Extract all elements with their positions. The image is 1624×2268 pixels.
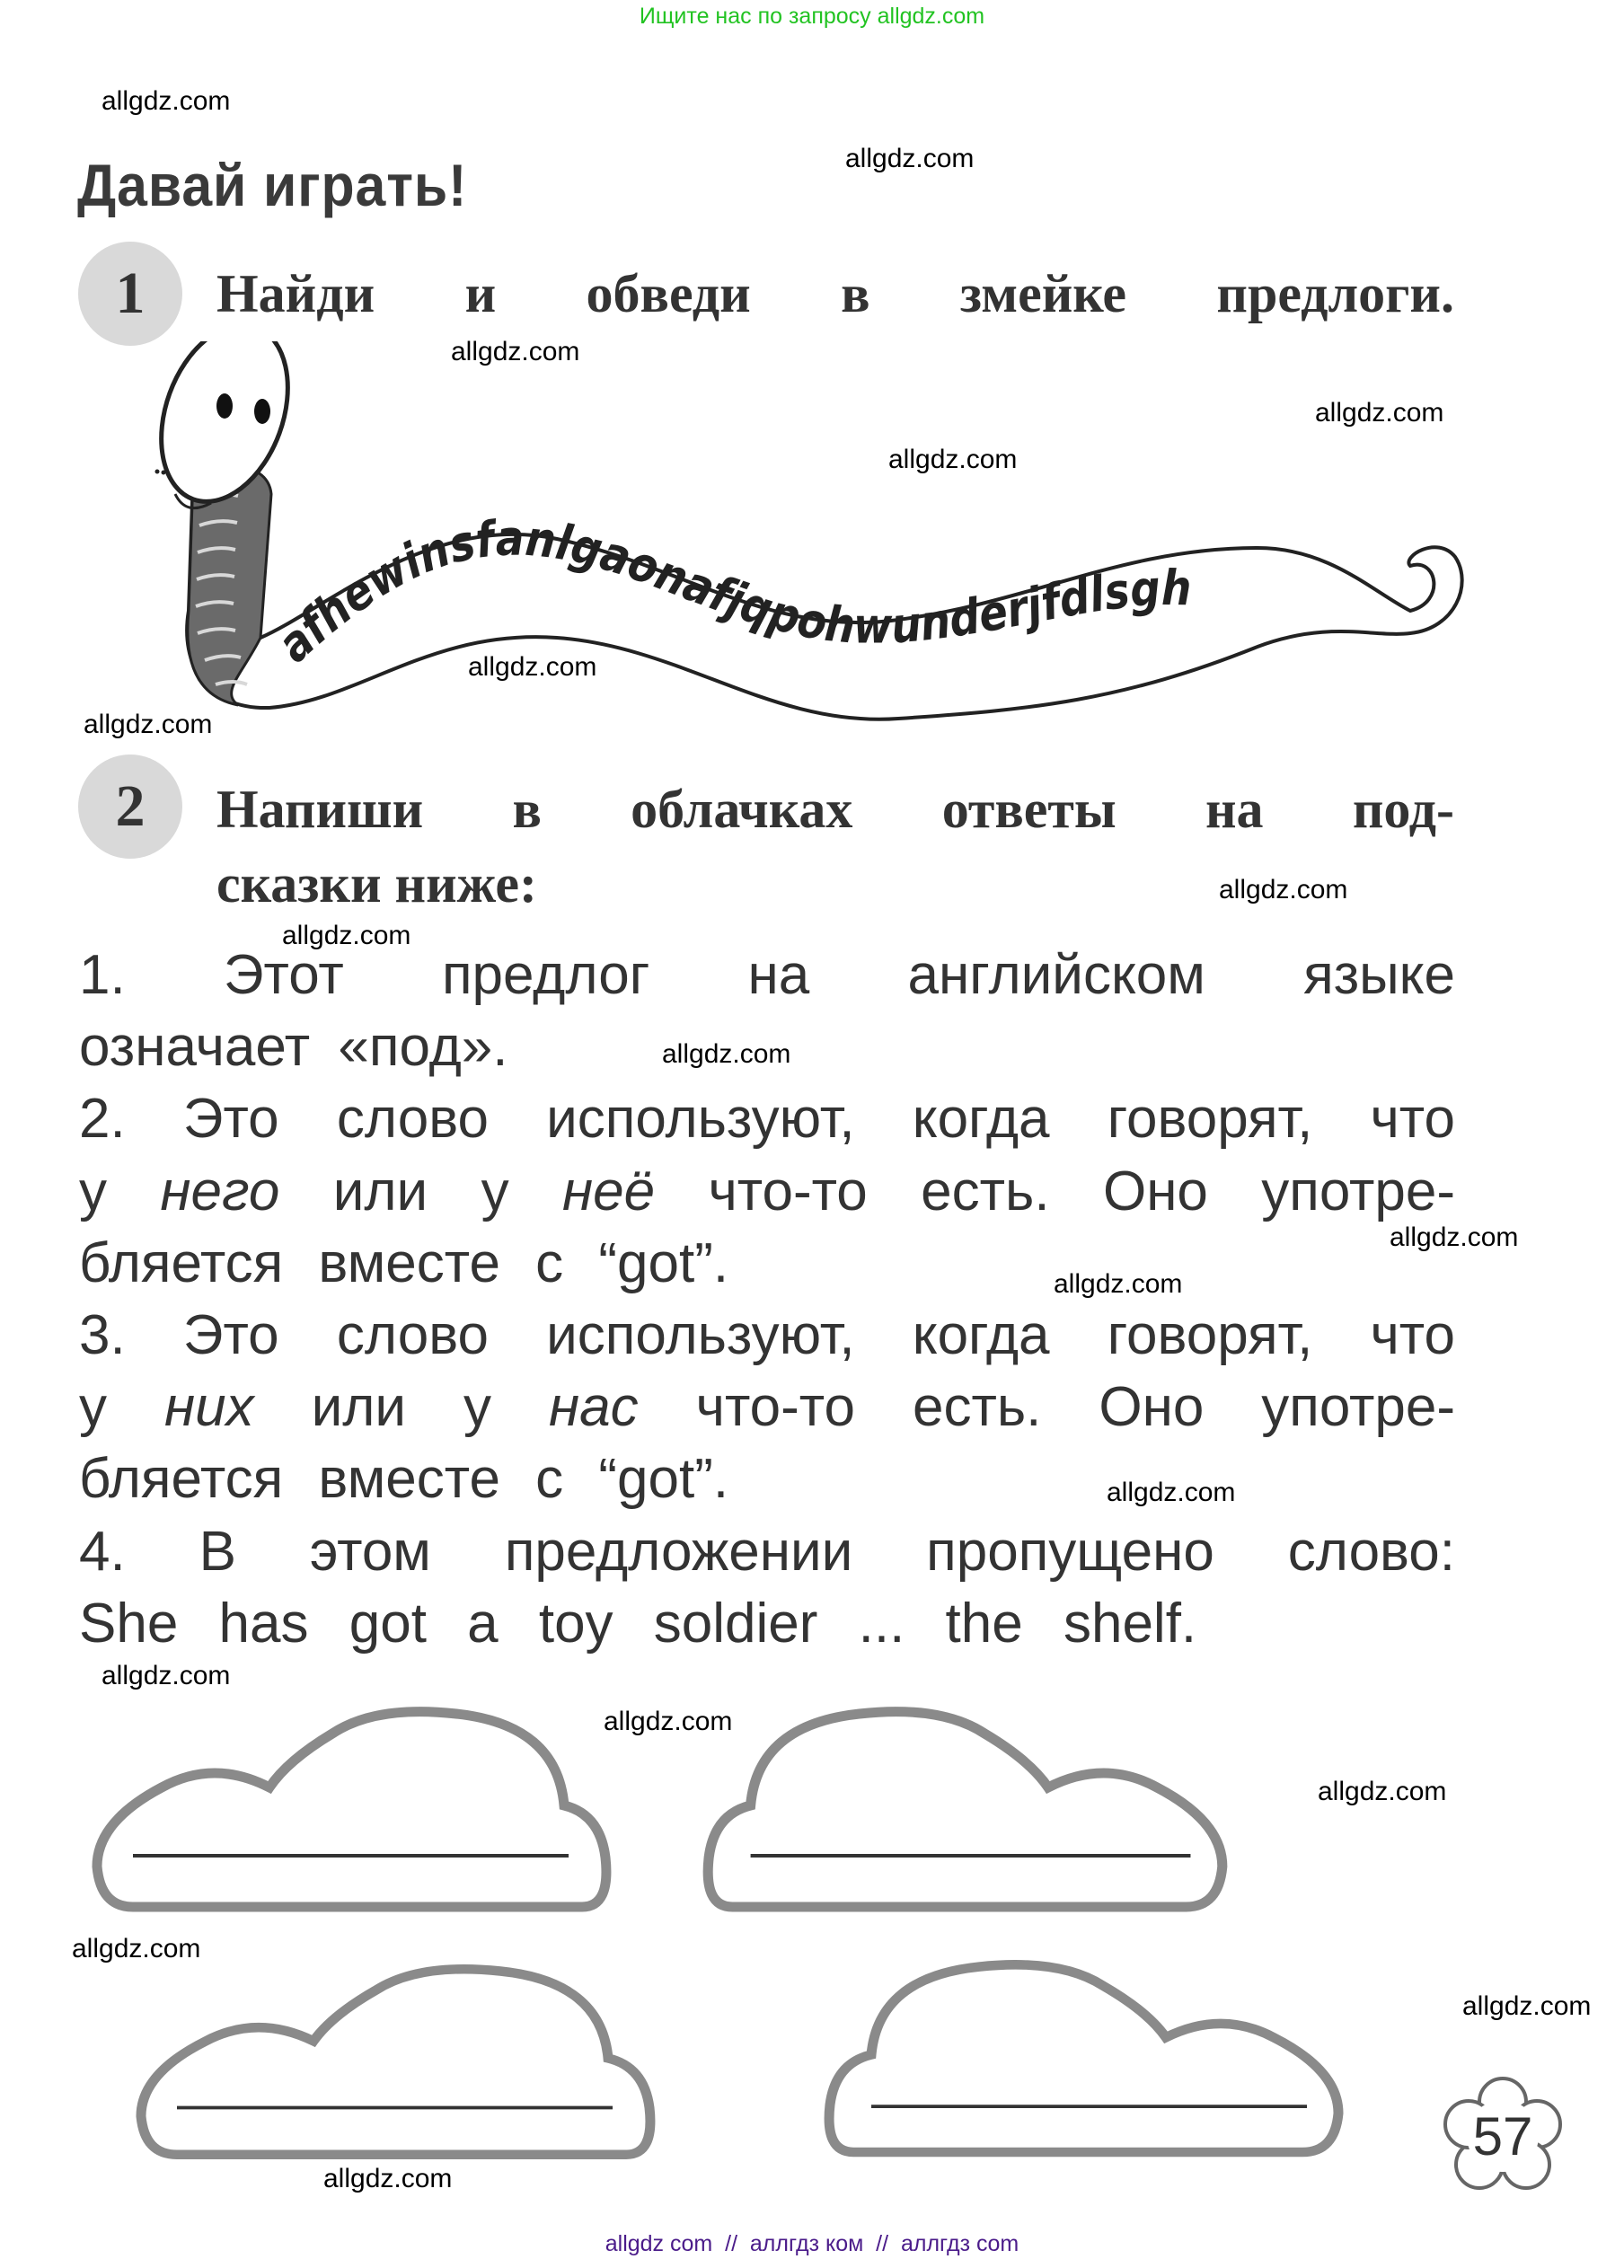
hint-line: 2. Это слово используют, когда говорят, что [79,1088,1455,1151]
task2-heading-line2: сказки ниже: [216,854,538,913]
page-number: 57 [1472,2106,1533,2167]
snake-letters: afhewinsfanlgaonafjqpohwunderjfdlsgh [266,509,1196,674]
watermark: allgdz.com [1107,1478,1236,1507]
answer-cloud-2[interactable] [708,1712,1222,1907]
answer-cloud-4[interactable] [829,1964,1338,2152]
answer-clouds [0,1689,1624,2192]
watermark: allgdz.com [468,652,597,682]
answer-cloud-3[interactable] [141,1969,650,2155]
hint-line: She has got a toy soldier ... the shelf. [79,1592,1197,1655]
watermark: allgdz.com [662,1039,791,1069]
italic-word: него [160,1160,280,1222]
snake-eye [254,399,270,424]
hint-line: 3. Это слово используют, когда говорят, что [79,1303,1455,1366]
snake-illustration [0,337,1624,728]
watermark: allgdz.com [1315,398,1444,428]
watermark: allgdz.com [1462,1991,1592,2021]
search-banner[interactable]: Ищите нас по запросу allgdz.com [639,4,985,29]
snake-head [138,341,311,519]
task1-heading: Найди и обведи в змейке предлоги. [216,264,1454,323]
hint-line: 4. В этом предложении пропущено слово: [79,1520,1455,1583]
page-number-badge [1440,2075,1566,2201]
hint-line: у него или у неё что-то есть. Оно употре- [79,1160,1455,1222]
hint-line: 1. Этот предлог на английском языке [79,944,1455,1006]
watermark: allgdz.com [1219,875,1348,905]
answer-cloud-1[interactable] [97,1712,606,1907]
italic-word: нас [549,1376,639,1439]
hint-line: у них или у нас что-то есть. Оно употре- [79,1376,1455,1439]
watermark: allgdz.com [1318,1777,1447,1806]
watermark: allgdz.com [845,144,975,173]
task-number-badge [78,242,182,346]
watermark: allgdz.com [888,445,1018,474]
watermark: allgdz.com [102,1661,231,1690]
italic-word: неё [561,1160,656,1222]
watermark: allgdz.com [1054,1269,1183,1299]
page-title: Давай играть! [77,152,468,218]
watermark: allgdz.com [1390,1222,1519,1252]
watermark: allgdz.com [604,1707,733,1736]
task-number: 1 [115,260,146,326]
watermark: allgdz.com [323,2164,453,2193]
watermark: allgdz.com [84,710,213,739]
watermark: allgdz.com [282,921,411,950]
snake-eye [216,393,233,419]
hint-line: означает «под». [79,1016,508,1079]
hints-text [79,940,1455,1660]
task2-heading-line1: Напиши в облачках ответы на под- [216,780,1454,839]
watermark: allgdz.com [102,86,231,116]
hint-line: бляется вместе с “got”. [79,1231,729,1294]
footer-links[interactable]: allgdz com // аллгдз ком // аллгдз com [605,2231,1019,2256]
watermark: allgdz.com [72,1934,201,1964]
hint-line: бляется вместе с “got”. [79,1448,729,1511]
task-number: 2 [115,773,146,839]
watermark: allgdz.com [451,337,580,366]
italic-word: них [164,1376,254,1439]
task-number-badge [78,755,182,859]
